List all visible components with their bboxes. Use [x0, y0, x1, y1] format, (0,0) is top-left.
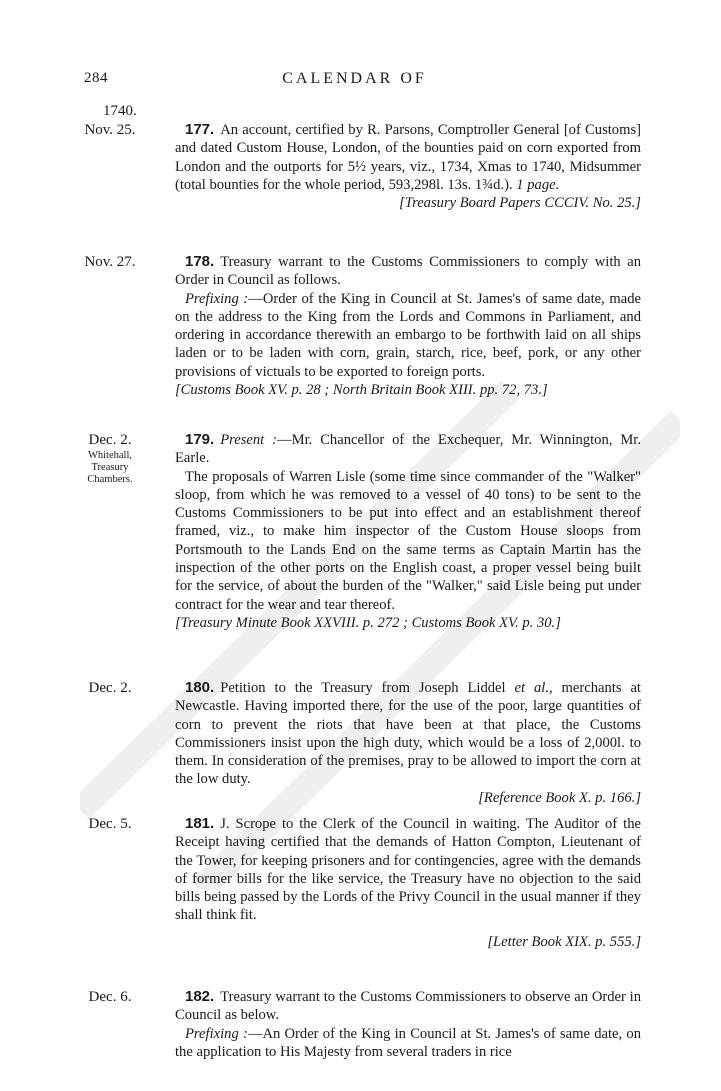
entry-number: 178.: [185, 253, 215, 270]
prefixing-text: —Order of the King in Council at St. James's of same date, made on the address to the King from the Lords and Commons in Parliament, and ordering in accordance therewith an embargo to be forthwith laid on all ships laden or to be laden with corn, grain, starch, rice, beef, pork, or any other provisions of victuals to be exported to foreign ports.: [175, 290, 642, 380]
entry-date: Dec. 5.: [88, 816, 132, 832]
entry-180: [175, 679, 641, 807]
entry-number: 181.: [185, 815, 215, 832]
entry-date: Dec. 2.: [88, 680, 132, 696]
entry-text: merchants at Newcastle. Having imported there, for the use of the poor, large quantities of corn to prevent the riots that have been at that place, the Customs Commissioners insist upon the high duty, which would be a loss of 2,000l. to them. In consideration of the premises, pray to be allowed to import the corn at the low duty.: [175, 680, 641, 788]
entry-reference: [Treasury Board Papers CCCIV. No. 25.]: [399, 195, 641, 212]
entry-number: 179.: [185, 431, 215, 448]
entry-date: Dec. 2.: [88, 432, 132, 448]
running-head: CALENDAR OF: [282, 70, 427, 87]
entry-reference: [Customs Book XV. p. 28 ; North Britain Book XIII. pp. 72, 73.]: [175, 382, 548, 399]
et-al: et al.,: [514, 680, 553, 696]
place-line: Whitehall,: [87, 450, 133, 461]
place-line: Chambers.: [87, 474, 133, 485]
prefixing-label: Prefixing :: [185, 1025, 248, 1042]
entry-pages: 1 page.: [516, 176, 560, 193]
prefixing-text: —An Order of the King in Council at St. James's of same date, on the application to His Majesty from several traders in rice: [175, 1025, 641, 1060]
entry-number: 180.: [185, 679, 215, 696]
entry-reference: [Letter Book XIX. p. 555.]: [487, 933, 641, 950]
entry-178: [175, 253, 641, 399]
entry-number: 182.: [185, 988, 215, 1005]
entry-date: Nov. 27.: [84, 254, 136, 270]
entry-number: 177.: [185, 121, 215, 138]
entry-181: [175, 815, 641, 951]
page-number: 284: [84, 70, 108, 86]
entry-text: Petition to the Treasury from Joseph Liddel: [220, 680, 506, 696]
present-label: Present :: [220, 432, 278, 448]
entry-place: [60, 450, 160, 486]
entry-text: The proposals of Warren Lisle (some time since commander of the "Walker" sloop, from which he was removed to a vessel of 40 tons) to be sent to the Customs Commissioners to be put into effect and an establishment thereof framed, viz., to make him inspector of the Custom House sloops from Portsmouth to the Lands End on the same terms as Captain Martin has the inspection of the other ports on the English coast, a proper vessel being built for the service, of about the burden of the "Walker," said Lisle being put under contract for the wear and tear thereof.: [175, 468, 641, 613]
entry-date: Nov. 25.: [84, 122, 136, 138]
entry-reference: [Reference Book X. p. 166.]: [478, 789, 641, 806]
entry-182: [175, 988, 641, 1061]
entry-date: Dec. 6.: [88, 989, 132, 1005]
entry-reference: [Treasury Minute Book XXVIII. p. 272 ; Customs Book XV. p. 30.]: [175, 614, 561, 631]
present-text: —Mr. Chancellor of the Exchequer, Mr. Winnington, Mr. Earle.: [175, 432, 641, 467]
entry-177: [175, 121, 641, 212]
entry-text: J. Scrope to the Clerk of the Council in waiting. The Auditor of the Receipt having certified that the demands of Hatton Compton, Lieutenant of the Tower, for keeping prisoners and for contingencies, agree with the demands of former bills for the like service, the Treasury have no objection to the said bills being passed by the Lords of the Privy Council in the usual manner if they shall think fit.: [175, 816, 641, 924]
entry-179: [175, 431, 641, 632]
page-header: [84, 70, 625, 92]
entry-text: An account, certified by R. Parsons, Comptroller General [of Customs] and dated Custom House, London, of the bounties paid on corn exported from London and the outports for 5½ years, viz., 1734, Xmas to 1740, Midsummer (total bounties for the whole period, 593,298l. 13s. 1¾d.).: [175, 122, 641, 193]
entry-text: Treasury warrant to the Customs Commissioners to observe an Order in Council as below.: [175, 989, 641, 1024]
entry-text: Treasury warrant to the Customs Commissioners to comply with an Order in Council as follows.: [175, 254, 641, 289]
place-line: Treasury: [91, 462, 129, 473]
year-marker: 1740.: [103, 103, 137, 119]
prefixing-label: Prefixing :: [185, 290, 249, 307]
